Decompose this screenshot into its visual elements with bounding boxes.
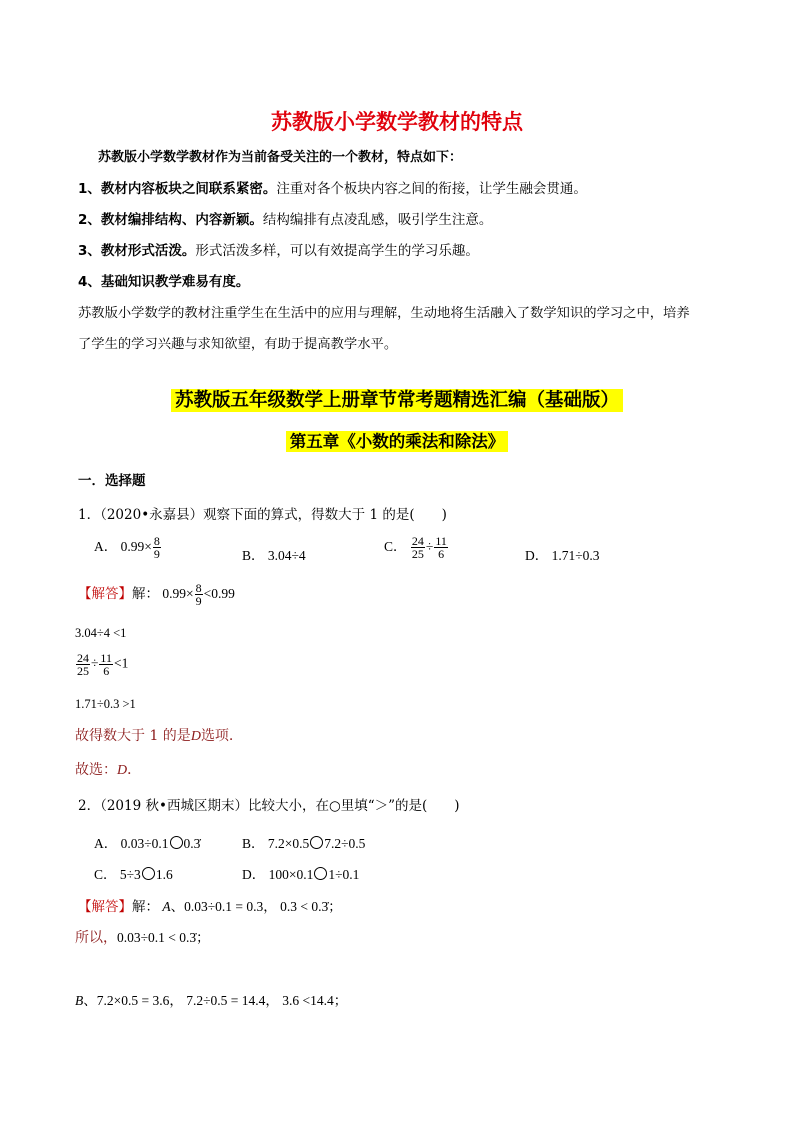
- option-left: 100×0.1: [268, 867, 314, 882]
- q2-answer-a: [78, 895, 342, 915]
- intro-point-2: [78, 208, 492, 228]
- q1-option-a: [94, 535, 162, 560]
- chapter-heading: [0, 428, 794, 452]
- operator: ÷: [91, 655, 99, 671]
- answer-expr: 、7.2×0.5 = 3.6， 7.2÷0.5 = 14.4， 3.6 <14.4；: [83, 993, 348, 1008]
- intro-point-4: [78, 270, 249, 290]
- q1-option-b: [242, 544, 306, 564]
- main-heading-text: 苏教版五年级数学上册章节常考题精选汇编（基础版）: [171, 389, 623, 412]
- option-left: 7.2×0.5: [267, 836, 310, 851]
- compare-circle: [314, 867, 327, 880]
- operator: ÷: [425, 539, 434, 554]
- answer-jie: 解：: [132, 586, 159, 602]
- point-bold: 1、教材内容板块之间联系紧密。: [78, 181, 277, 197]
- conclusion-text: 故得数大于 1 的是: [75, 728, 191, 744]
- q2-therefore: [75, 926, 210, 947]
- option-left: 5÷3: [119, 867, 141, 882]
- answer-expr: <1: [113, 655, 129, 671]
- option-label: B．: [242, 548, 265, 563]
- option-label: A．: [94, 836, 118, 851]
- main-heading: [0, 386, 794, 412]
- intro-title: 苏教版小学数学教材的特点: [271, 110, 523, 134]
- point-text: 注重对各个板块内容之间的衔接，让学生融会贯通。: [276, 181, 587, 197]
- intro-point-1: [78, 177, 587, 197]
- fraction: $\frac{8}{9}$: [195, 581, 202, 609]
- fraction: $\frac{24}{25}$: [77, 651, 89, 678]
- conclusion-text: 选项.: [200, 728, 234, 744]
- therefore-expr: 0.03÷0.1 < 0.3̇；: [117, 930, 210, 945]
- option-label: C．: [384, 539, 407, 554]
- intro-point-3: [78, 239, 479, 259]
- option-right: 1÷0.1: [328, 867, 360, 882]
- q2-option-a: [94, 832, 200, 852]
- q1-option-c: [384, 535, 449, 560]
- intro-lead: 苏教版小学数学教材作为当前备受关注的一个教材，特点如下：: [98, 150, 463, 165]
- therefore-label: 所以，: [75, 931, 117, 946]
- q1-choice: [75, 759, 141, 779]
- answer-tag: 【解答】: [78, 586, 132, 602]
- option-label: A．: [94, 539, 118, 554]
- point-text: 结构编排有点凌乱感，吸引学生注意。: [262, 212, 493, 228]
- chapter-heading-text: 第五章《小数的乘法和除法》: [286, 431, 509, 452]
- section-label: 一．选择题: [78, 473, 146, 489]
- answer-expr: <0.99: [203, 586, 235, 601]
- q1-conclusion: [75, 725, 233, 745]
- answer-expr: 、0.03÷0.1 = 0.3， 0.3 < 0.3̇；: [170, 899, 342, 914]
- answer-var: A: [162, 899, 171, 914]
- q2-option-c: [94, 863, 173, 883]
- q1-answer-line-4: 1.71÷0.3 >1: [75, 697, 136, 711]
- point-text: 形式活泼多样，可以有效提高学生的学习乐趣。: [195, 243, 479, 259]
- answer-var: B: [75, 993, 84, 1008]
- q2-option-d: [242, 863, 359, 883]
- option-right: 1.6: [155, 867, 173, 882]
- option-right: 7.2÷0.5: [324, 836, 366, 851]
- answer-expr: 0.99×: [162, 586, 194, 601]
- fraction: $\frac{11}{6}$: [100, 651, 112, 678]
- option-right: 0.3̇: [183, 836, 201, 851]
- option-label: D．: [525, 548, 549, 563]
- option-label: C．: [94, 867, 117, 882]
- option-expr: 0.99×: [120, 539, 152, 554]
- conclusion-var: D: [190, 729, 201, 744]
- q1-answer-line-1: [78, 582, 235, 607]
- option-left: 0.03÷0.1: [120, 836, 169, 851]
- q1-answer-line-3: [75, 652, 128, 677]
- choice-text: ．: [127, 762, 142, 778]
- point-bold: 2、教材编排结构、内容新颖。: [78, 212, 263, 228]
- intro-summary-line-2: 了学生的学习兴趣与求知欲望，有助于提高教学水平。: [78, 337, 398, 352]
- point-bold: 3、教材形式活泼。: [78, 243, 196, 259]
- fraction: $\frac{11}{6}$: [435, 534, 447, 562]
- fraction: $\frac{24}{25}$: [411, 534, 424, 562]
- fraction: $\frac{8}{9}$: [153, 534, 160, 562]
- option-label: D．: [242, 867, 266, 882]
- q1-answer-line-2: 3.04÷4 <1: [75, 626, 127, 640]
- compare-circle: [310, 836, 323, 849]
- choice-var: D: [117, 763, 128, 778]
- compare-circle: [142, 867, 155, 880]
- q1-option-d: [525, 544, 600, 564]
- q1-stem: 1．（2020•永嘉县）观察下面的算式，得数大于 1 的是( ): [78, 507, 447, 523]
- compare-circle: [170, 836, 183, 849]
- intro-summary-line-1: 苏教版小学数学的教材注重学生在生活中的应用与理解，生动地将生活融入了数学知识的学习之中，培养: [78, 306, 690, 321]
- answer-tag: 【解答】: [78, 899, 132, 915]
- q2-stem: 2．（2019 秋•西城区期末）比较大小，在○里填“＞”的是( ): [78, 798, 460, 814]
- q2-option-b: [242, 832, 365, 852]
- q2-answer-b: [75, 989, 347, 1009]
- option-label: B．: [242, 836, 265, 851]
- choice-text: 故选：: [75, 762, 117, 778]
- point-bold: 4、基础知识教学难易有度。: [78, 274, 250, 290]
- option-expr: 1.71÷0.3: [551, 548, 600, 563]
- option-expr: 3.04÷4: [267, 548, 306, 563]
- answer-jie: 解：: [132, 899, 159, 915]
